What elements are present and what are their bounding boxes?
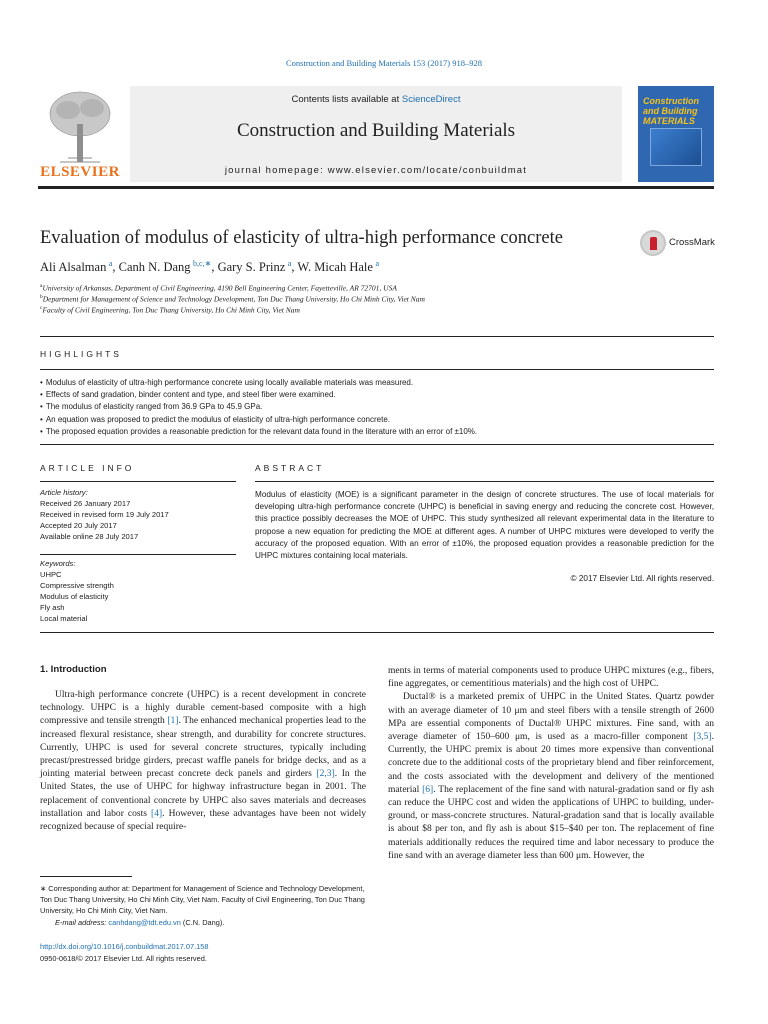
reference-link[interactable]: [3,5]	[693, 731, 712, 743]
affiliation	[40, 305, 720, 315]
body-text: . The replacement of the fine sand with natural-gradation sand or fly ash can reduce the UHPC cost and widen the applications of UHPC to building, under-ground, or mass-concrete structures. Natural-gradation sand that is locally available is about $8 per ton, and fly ash is about $15–$40 per ton. The replacement of fine materials additionally reduces the required time and labor necessary to produce the fine sand with an average diameter less than 600 μm. However, the	[388, 783, 714, 861]
affiliation	[40, 294, 720, 304]
article-history	[40, 487, 236, 542]
section-divider	[40, 481, 236, 482]
section-divider	[40, 554, 236, 555]
highlight-item: • The proposed equation provides a reasonable prediction for the relevant data found in the literature with an error of ±10%.	[40, 426, 720, 438]
reference-link[interactable]: [2,3]	[316, 768, 335, 780]
crossmark-badge[interactable]	[640, 230, 730, 260]
author-name[interactable]: Canh N. Dang	[118, 260, 191, 275]
cover-title-line: and Building	[643, 106, 698, 116]
abstract-heading: ABSTRACT	[255, 463, 325, 473]
keywords-label: Keywords:	[40, 559, 76, 568]
history-entry: Received in revised form 19 July 2017	[40, 510, 169, 519]
cover-title-line: MATERIALS	[643, 116, 695, 126]
history-entry: Accepted 20 July 2017	[40, 521, 117, 530]
email-suffix: (C.N. Dang).	[180, 917, 225, 927]
journal-cover-thumbnail[interactable]	[638, 86, 714, 182]
footnote-text: ∗ Corresponding author at: Department for Management of Science and Technology Development, Ton Duc Thang University, Ho Chi Minh City, Viet Nam. Faculty of Civil Engineering, Ton Duc Thang University, Ho Chi Minh City, Viet Nam.	[40, 884, 365, 916]
history-entry: Available online 28 July 2017	[40, 532, 139, 541]
highlight-item: • Modulus of elasticity of ultra-high performance concrete using locally available materials was measured.	[40, 377, 720, 389]
affiliation-marker: a	[40, 283, 43, 289]
cover-image	[650, 128, 702, 166]
body-paragraph	[40, 688, 366, 833]
issn-line: 0950-0618/© 2017 Elsevier Ltd. All rights reserved.	[40, 953, 207, 963]
doi-link[interactable]: http://dx.doi.org/10.1016/j.conbuildmat.2017.07.158	[40, 942, 209, 951]
cover-title	[643, 96, 711, 126]
highlights-heading: HIGHLIGHTS	[40, 349, 122, 359]
history-entry: Received 26 January 2017	[40, 499, 131, 508]
crossmark-label: CrossMark	[669, 237, 715, 248]
keyword: UHPC	[40, 570, 62, 579]
header-rule	[38, 186, 714, 189]
affiliation-marker: b	[40, 294, 43, 300]
author-list: Ali Alsalman $^a$, Canh N. Dang $^{b,c,∗}$, Gary S. Prinz $^a$, W. Micah Hale $^a$	[40, 259, 380, 275]
cover-title-line: Construction	[643, 96, 699, 106]
body-paragraph: ments in terms of material components used to produce UHPC mixtures (e.g., fibers, fine aggregates, or cementitious materials) and the high cost of UHPC.	[388, 665, 714, 690]
affiliation-text: Department for Management of Science and Technology Development, Ton Duc Thang University, Ho Chi Minh City, Viet Nam	[42, 294, 425, 304]
body-text: . Currently, the UHPC premix is about 20 times more expensive than conventional concrete due to the additional costs of the proprietary blend and fiber reinforcement, and the costs associated with the development and delivery of the mentioned material	[388, 731, 714, 795]
keywords-block	[40, 558, 236, 624]
corresponding-author-footnote	[40, 883, 366, 928]
section-heading-introduction: 1. Introduction	[40, 664, 107, 675]
contents-prefix: Contents lists available at	[291, 94, 402, 105]
body-column-right	[388, 664, 714, 862]
highlights-list	[40, 377, 720, 438]
author-name[interactable]: Gary S. Prinz	[217, 260, 286, 275]
body-column-left	[40, 688, 366, 833]
reference-link[interactable]: [4]	[151, 807, 163, 819]
highlight-item: • An equation was proposed to predict the modulus of elasticity of ultra-high performance concrete.	[40, 414, 720, 426]
abstract-copyright: © 2017 Elsevier Ltd. All rights reserved.	[570, 574, 714, 583]
keyword: Modulus of elasticity	[40, 592, 109, 601]
author-name[interactable]: W. Micah Hale	[297, 260, 373, 275]
crossmark-icon	[640, 230, 666, 256]
keyword: Fly ash	[40, 603, 65, 612]
affiliation-marker: c	[40, 305, 43, 311]
article-history-label: Article history:	[40, 488, 88, 497]
affiliation-text: Faculty of Civil Engineering, Ton Duc Thang University, Ho Chi Minh City, Viet Nam	[42, 305, 300, 315]
author-affil-marker[interactable]: b,c,∗	[193, 259, 212, 268]
homepage-prefix: journal homepage:	[224, 165, 328, 176]
sciencedirect-link[interactable]: ScienceDirect	[401, 94, 461, 105]
body-paragraph	[388, 690, 714, 862]
section-divider	[255, 481, 714, 482]
article-title: Evaluation of modulus of elasticity of ultra-high performance concrete	[40, 228, 563, 248]
doi-block	[40, 941, 208, 964]
email-link[interactable]: canhdang@tdt.edu.vn	[108, 917, 181, 927]
abstract-text: Modulus of elasticity (MOE) is a significant parameter in the design of concrete structures. The use of local materials for developing ultra-high performance concrete (UHPC) is beneficial in saving energy and reducing the concrete cost. However, this practice possibly decreases the MOE of UHPC. This study synthesized all relevant experimental data in the literature to propose a new equation for predicting the MOE at different ages. A number of UHPC mixtures were developed to verify the accuracy of the proposed equation. With an error of ±10%, the proposed equation provides a reasonable prediction for the UHPC mixtures containing local materials.	[255, 490, 714, 561]
section-divider	[40, 444, 714, 445]
journal-citation[interactable]: Construction and Building Materials 153 (2017) 918–928	[286, 58, 482, 68]
affiliation-text: University of Arkansas, Department of Civil Engineering, 4190 Bell Engineering Center, Fayetteville, AR 72701, USA	[42, 283, 397, 293]
reference-link[interactable]: [6]	[422, 783, 434, 795]
body-text: . However, these advantages have been not widely recognized because of special require-	[40, 807, 366, 833]
section-divider	[40, 336, 714, 337]
journal-title: Construction and Building Materials	[236, 120, 516, 141]
highlight-item: • Effects of sand gradation, binder content and type, and steel fiber were examined.	[40, 389, 720, 401]
affiliation	[40, 283, 720, 293]
body-text: Ductal® is a marketed premix of UHPC in the United States. Quartz powder with an average diameter of 10 μm and steel fibers with a tensile strength of 2600 MPa are essential components of Ductal® UHPC mixtures. Fine sand, with an average diameter of 150–600 μm, is used as a macro-filler component	[388, 691, 714, 743]
homepage-url[interactable]: www.elsevier.com/locate/conbuildmat	[327, 165, 528, 176]
section-divider	[40, 632, 714, 633]
article-info-heading: ARTICLE INFO	[40, 463, 135, 473]
keyword: Compressive strength	[40, 581, 114, 590]
author-affil-marker[interactable]: a	[108, 259, 113, 268]
body-text: Ultra-high performance concrete (UHPC) is a recent development in concrete technology. UHPC is a highly durable cement-based composite with a high compressive and tensile strength	[40, 689, 366, 727]
keyword: Local material	[40, 614, 88, 623]
author-affil-marker[interactable]: a	[287, 259, 292, 268]
journal-homepage	[130, 165, 622, 176]
highlight-item: • The modulus of elasticity ranged from 36.9 GPa to 45.9 GPa.	[40, 401, 720, 413]
reference-link[interactable]: [1]	[167, 715, 179, 727]
contents-line	[130, 94, 622, 105]
email-label: E-mail address:	[55, 917, 109, 927]
footnote-rule	[40, 876, 132, 877]
body-text: . In the United States, the use of UHPC for highway infrastructure began in 2001. The replacement of conventional concrete by UHPC also saves materials and decreases installation and labor costs	[40, 768, 366, 819]
author-name[interactable]: Ali Alsalman	[40, 260, 107, 275]
section-divider	[40, 369, 714, 370]
elsevier-wordmark: ELSEVIER	[40, 164, 120, 180]
author-affil-marker[interactable]: a	[375, 259, 380, 268]
body-text: . The enhanced mechanical properties lead to the increased flexural resistance, shear strength, and durability for concrete structures. Currently, UHPC is used for several concrete structures, typically including precast/prestressed bridge girders, precast waffle panels for bridge decks, and as a jointing material between precast concrete deck panels and girders	[40, 715, 366, 780]
